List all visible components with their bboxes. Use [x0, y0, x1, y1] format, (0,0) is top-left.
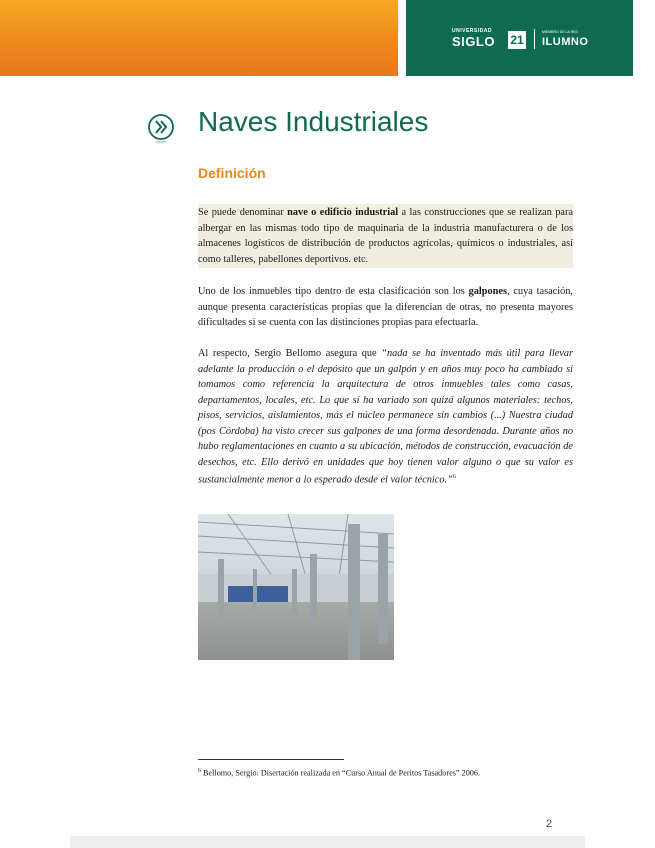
header-orange-bar: [0, 0, 398, 76]
paragraph-quote: Al respecto, Sergio Bellomo asegura que “nada se ha inventado más útil para llevar adelante la producción o el depósito que un galpón y en años muy poco ha cambiado si tomamos como referencia la arquitectura de otros inmuebles tales como casas, departamentos, locales, etc. Lo que sí ha variado son quizá algunos materiales: techos, pisos, servicios, aislamientos, más el núcleo permanece sin cambios (...) Nuestra ciudad (pos Córdoba) ha visto crecer sus galpones de una forma desordenada. Durante años no hubo reglamentaciones en cuanto a su ubicación, métodos de construcción, evacuación de desechos, etc. Ello derivó en unidades que hoy tienen valor alguno o que su valor es sustancialmente menor a lo esperado desde el valor técnico.”$^6$: [198, 348, 573, 486]
page-title: Naves Industriales: [198, 106, 429, 137]
footnote-divider: [198, 759, 344, 760]
logo-tagline: MIEMBRO DE LA RED: [542, 30, 578, 34]
footer-bar: [70, 836, 585, 848]
warehouse-photo: [198, 514, 394, 660]
section-subtitle: Definición: [198, 165, 266, 181]
paragraph-galpones: Uno de los inmuebles tipo dentro de esta clasificación son los galpones, cuya tasación, aunque presenta características propias que la diferencian de otras, no presenta mayores dificultades si se cuenta con las distinciones propias para efectuarla.: [198, 286, 573, 328]
footnote-text: Bellomo, Sergio: Disertación realizada en “Curso Anual de Peritos Tasadores” 2006.: [201, 768, 481, 778]
footnote-ref[interactable]: 6: [452, 474, 456, 480]
logo-name: SIGLO: [452, 34, 495, 49]
logo-partner: ILUMNO: [542, 36, 589, 48]
quote-text: “nada se ha inventado más útil para llevar adelante la producción o el depósito que un galpón y en años muy poco ha cambiado si tomamos como referencia la arquitectura de otros inmuebles tales como casas, departamentos, locales, etc. Lo que sí ha variado son quizá algunos materiales: techos, pisos, servicios, aislamientos, más el núcleo permanece sin cambios (...) Nuestra ciudad (pos Córdoba) ha visto crecer sus galpones de una forma desordenada. Durante años no hubo reglamentaciones en cuanto a su ubicación, métodos de construcción, evacuación de desechos, etc. Ello derivó en unidades que hoy tienen valor alguno o que su valor es sustancialmente menor a lo esperado desde el valor técnico.”: [198, 348, 573, 486]
paragraph-definition: Se puede denominar nave o edificio industrial a las construcciones que se realizan para albergar en las mismas todo tipo de maquinaria de la industria manufacturera o de los almacenes logísticos de distribución de productos agrícolas, químicos o industriales, así como talleres, pabellones deportivos. etc.: [198, 204, 573, 268]
double-chevron-circle-icon: [146, 113, 176, 145]
logo-separator: [534, 29, 535, 49]
page-number: 2: [546, 818, 553, 830]
bold-term: nave o edificio industrial: [287, 207, 399, 218]
footnote: [198, 765, 578, 780]
bold-term: galpones: [468, 286, 507, 297]
logo-small-text: UNIVERSIDAD: [452, 28, 492, 34]
logo-number: 21: [508, 31, 526, 49]
footnote-marker: 6: [198, 768, 201, 774]
